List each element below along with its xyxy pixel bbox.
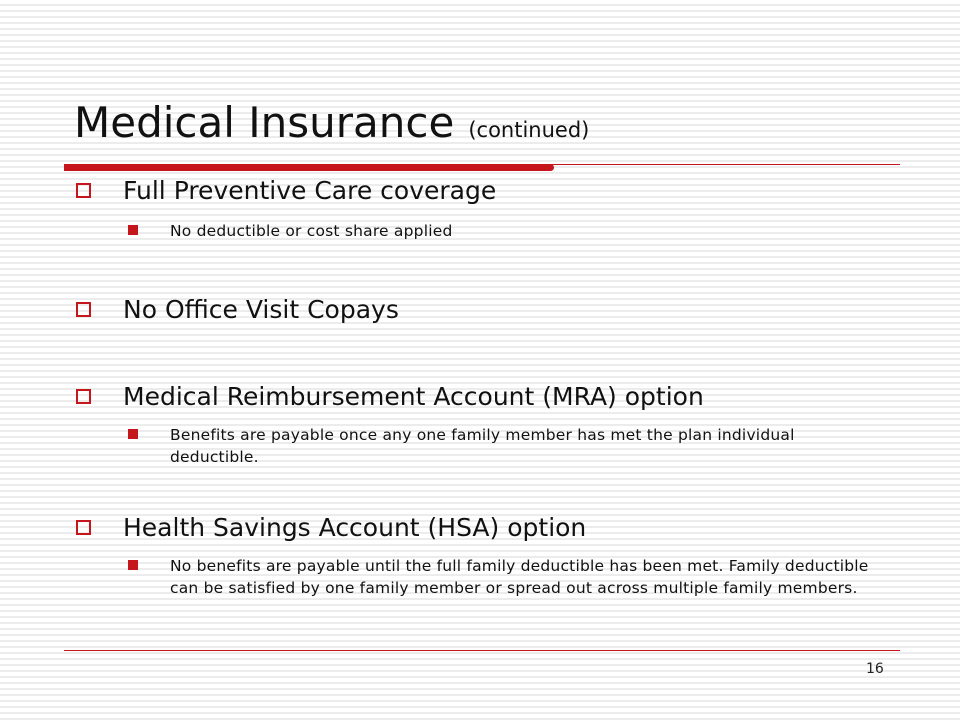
sub-bullet-mra bbox=[128, 424, 828, 468]
filled-square-bullet-icon bbox=[128, 225, 138, 235]
sub-bullet-text: Benefits are payable once any one family member has met the plan individual deductible. bbox=[170, 426, 795, 466]
sub-bullet-hsa bbox=[128, 555, 900, 599]
hollow-square-bullet-icon bbox=[76, 520, 91, 535]
title-suffix: (continued) bbox=[468, 118, 590, 142]
bullet-hsa-option bbox=[76, 513, 586, 542]
hollow-square-bullet-icon bbox=[76, 389, 91, 404]
filled-square-bullet-icon bbox=[128, 429, 138, 439]
bullet-office-visit-copays bbox=[76, 295, 399, 324]
bullet-heading: Full Preventive Care coverage bbox=[123, 176, 497, 205]
slide-title bbox=[74, 98, 589, 147]
hollow-square-bullet-icon bbox=[76, 183, 91, 198]
title-underline-accent bbox=[64, 164, 554, 171]
bullet-preventive-care bbox=[76, 176, 496, 205]
sub-bullet-preventive-care bbox=[128, 220, 900, 242]
title-main: Medical Insurance bbox=[74, 98, 455, 147]
page-number: 16 bbox=[866, 661, 884, 677]
hollow-square-bullet-icon bbox=[76, 302, 91, 317]
sub-bullet-text: No deductible or cost share applied bbox=[170, 222, 453, 240]
bullet-heading: Medical Reimbursement Account (MRA) option bbox=[123, 382, 704, 411]
sub-bullet-text: No benefits are payable until the full family deductible has been met. Family deductible can be satisfied by one family member or spread out across multiple family members. bbox=[170, 557, 869, 597]
filled-square-bullet-icon bbox=[128, 560, 138, 570]
bullet-mra-option bbox=[76, 382, 704, 411]
footer-rule bbox=[64, 650, 900, 651]
bullet-heading: Health Savings Account (HSA) option bbox=[123, 513, 587, 542]
bullet-heading: No Office Visit Copays bbox=[123, 295, 399, 324]
